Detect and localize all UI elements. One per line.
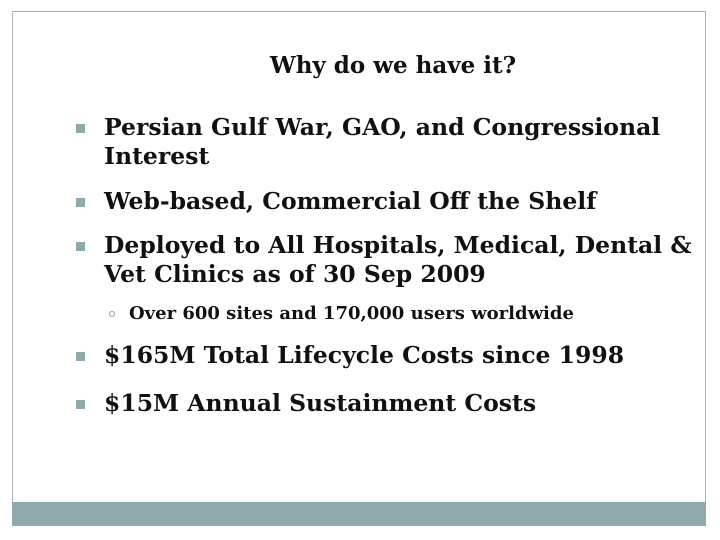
square-bullet-icon (76, 352, 85, 361)
bullet-item-4 (88, 341, 703, 370)
square-bullet-icon (76, 198, 85, 207)
bullet-text: $165M Total Lifecycle Costs since 1998 (104, 341, 625, 369)
bullet-text: $15M Annual Sustainment Costs (104, 389, 537, 417)
bullet-item-1 (88, 113, 703, 171)
bullet-item-2 (88, 187, 703, 216)
bullet-item-3 (88, 231, 703, 289)
square-bullet-icon (76, 400, 85, 409)
circle-bullet-icon (109, 311, 115, 317)
bullet-text: Persian Gulf War, GAO, and Congressional Interest (104, 113, 661, 170)
footer-bar (12, 502, 706, 526)
square-bullet-icon (76, 124, 85, 133)
bullet-item-5 (88, 389, 703, 418)
sub-bullet-text: Over 600 sites and 170,000 users worldwide (129, 303, 574, 324)
slide-title: Why do we have it? (269, 52, 517, 79)
bullet-text: Deployed to All Hospitals, Medical, Dental & Vet Clinics as of 30 Sep 2009 (104, 231, 692, 288)
sub-bullet-item-1 (111, 303, 574, 324)
bullet-text: Web-based, Commercial Off the Shelf (104, 187, 597, 215)
square-bullet-icon (76, 242, 85, 251)
